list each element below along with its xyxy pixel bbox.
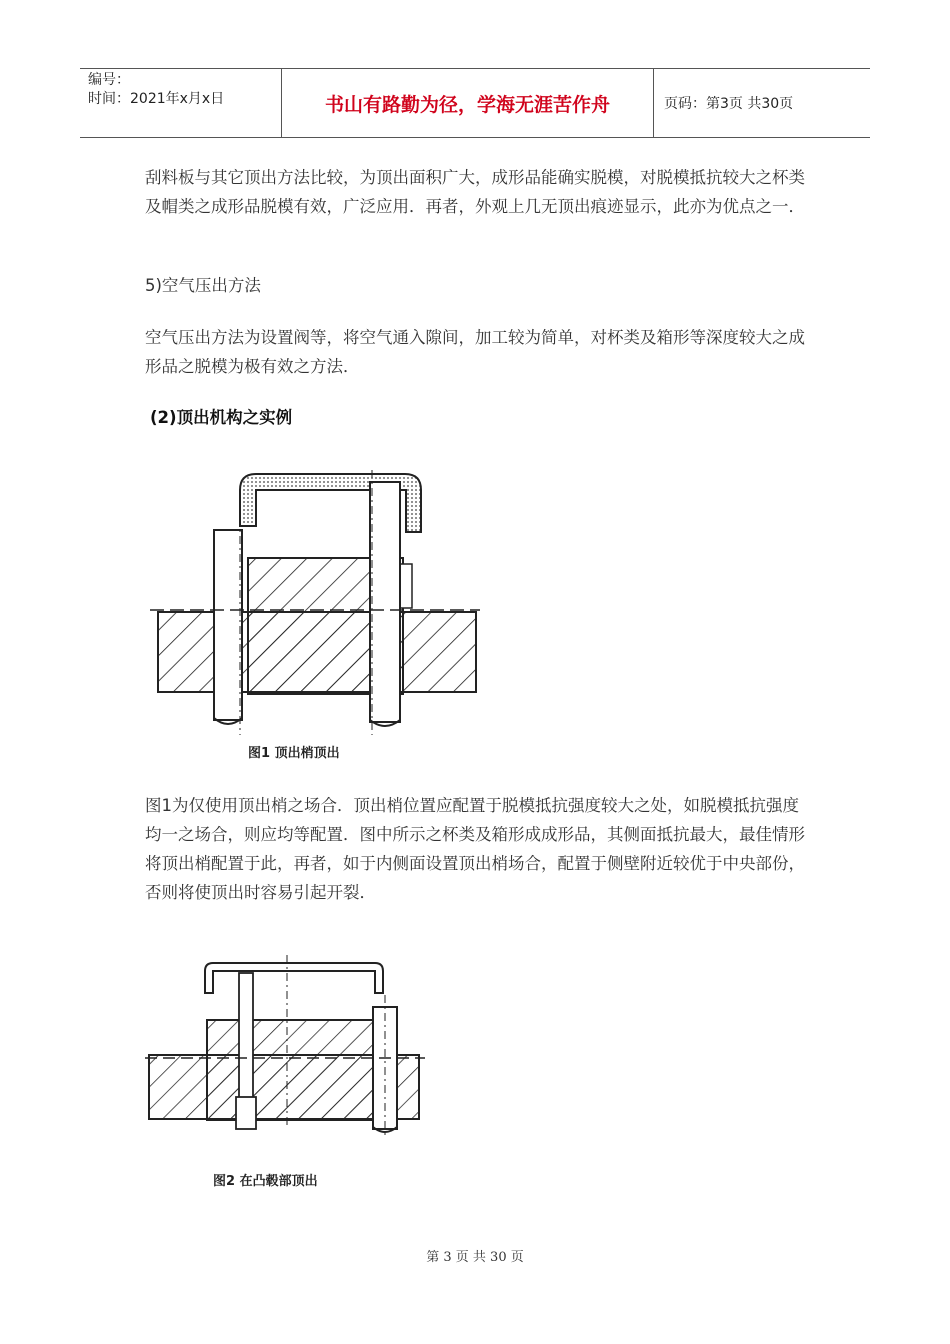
page-footer: 第 3 页 共 30 页: [426, 1250, 524, 1265]
header-meta: [80, 69, 282, 137]
molded-box-part: [205, 963, 383, 993]
ejector-pin-right: [370, 482, 400, 726]
paragraph-air-ejection: 空气压出方法为设置阀等，将空气通入隙间，加工较为简单，对杯类及箱形等深度较大之成形品之脱模为极有效之方法．: [145, 328, 805, 376]
figure-1-ejector-pin-diagram: [150, 460, 485, 770]
header-motto: 书山有路勤为径，学海无涯苦作舟: [282, 69, 654, 137]
ejector-pin-left: [214, 530, 242, 724]
paragraph-ejector-pins: 图1为仅使用顶出梢之场合．顶出梢位置应配置于脱模抵抗强度较大之处，如脱模抵抗强度均一之场合，则应均等配置．图中所示之杯类及箱形成成形品，其侧面抵抗最大，最佳情形将顶出梢配置于此，再者，如于内侧面设置顶出梢场合，配置于侧壁附近较优于中央部份，否则将使顶出时容易引起开裂．: [145, 796, 805, 902]
figure-2-caption: 图2 在凸毂部顶出: [213, 1174, 318, 1189]
heading-ejection-examples: (2)顶出机构之实例: [150, 408, 293, 427]
paragraph-scraper-plate: 刮料板与其它顶出方法比较，为顶出面积广大，成形品能确实脱模，对脱模抵抗较大之杯类及帽类之成形品脱模有效，广泛应用．再者，外观上几无顶出痕迹显示，此亦为优点之一．: [145, 168, 805, 216]
page-header: [80, 68, 870, 138]
heading-air-ejection: 5)空气压出方法: [145, 276, 261, 295]
figure-1-caption: 图1 顶出梢顶出: [248, 746, 340, 761]
date-label: 时间：2021年x月x日: [88, 91, 225, 107]
figure-2-boss-ejection-diagram: [145, 955, 430, 1205]
serial-label: 编号：: [88, 72, 130, 88]
header-page-info: 页码：第3页 共30页: [664, 96, 794, 112]
mold-core: [207, 1020, 377, 1120]
boss-ejector-sleeve: [236, 973, 256, 1129]
